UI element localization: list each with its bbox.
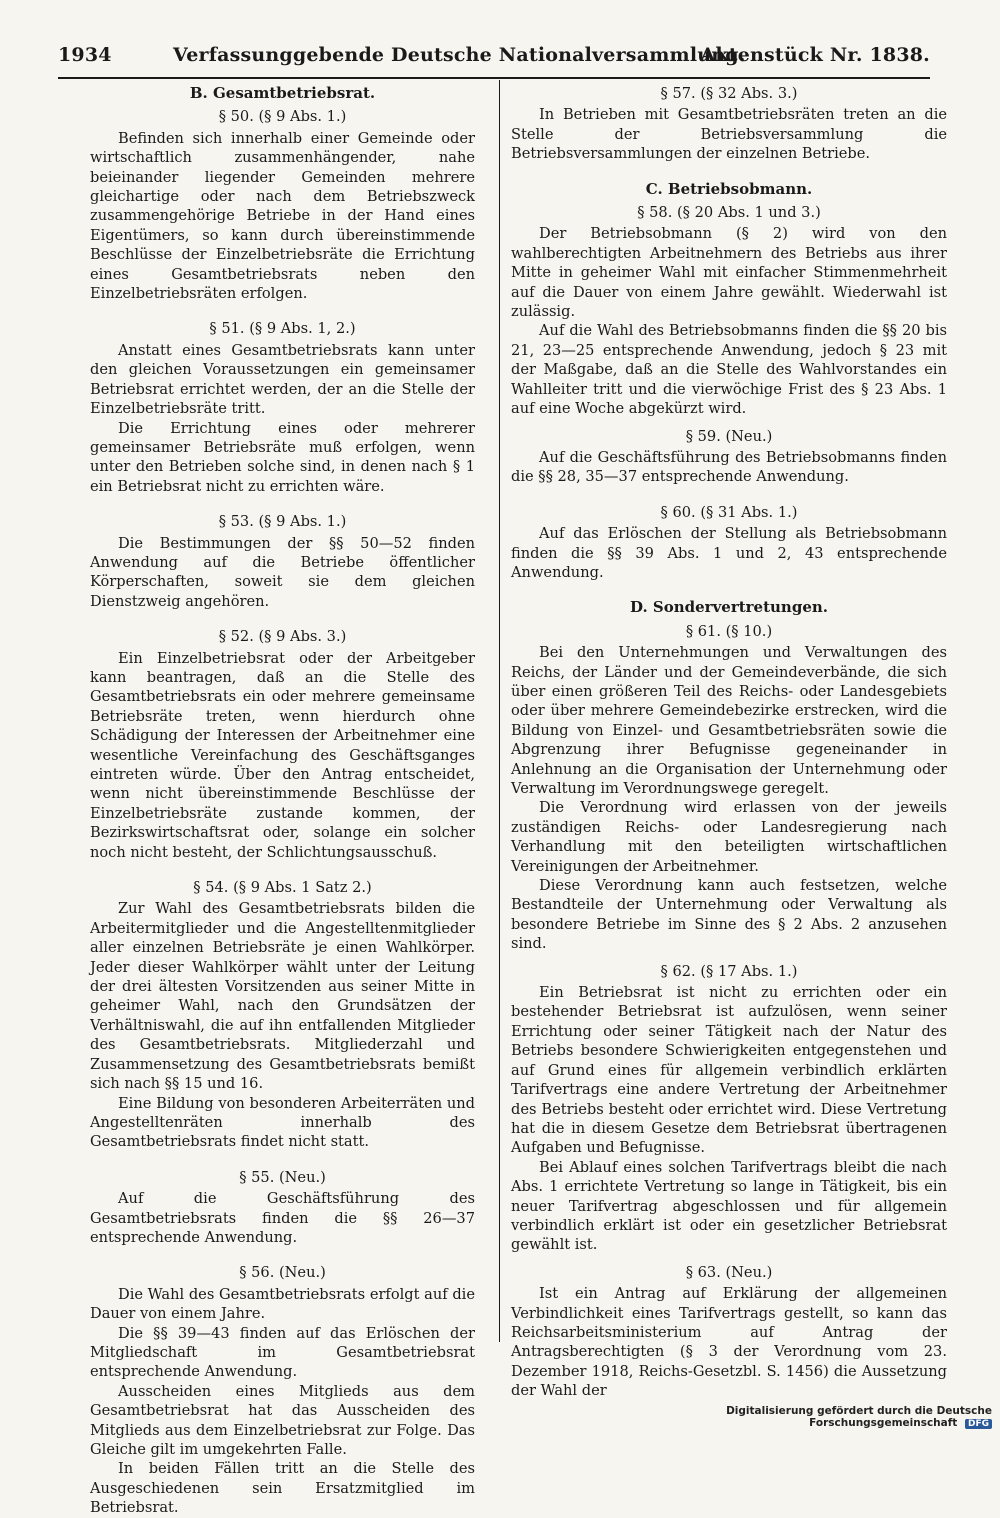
page-number: 1934 (58, 44, 112, 66)
right-section-heading: C. Betriebsobmann. (645, 179, 813, 198)
right-body-text: In Betrieben mit Gesamtbetriebsräten treten an die Stelle der Betriebsversammlung die Betriebsversammlungen der einzelnen Betriebe. (511, 106, 947, 163)
footer-text: Digitalisierung gefördert durch die Deutsche Forschungsgemeinschaft (726, 1405, 992, 1429)
right-body-text: Ist ein Antrag auf Erklärung der allgemeinen Verbindlichkeit eines Tarifvertrags gestellt, so kann das Reichsarbeitsministerium auf Antrag der Antragsberechtigten (§ 3 der Verordnung vom 23. Dezember 1918, Reichs-Gesetzbl. S. 1456) die Aussetzung der Wahl der (511, 1285, 947, 1400)
right-body-text: Die Verordnung wird erlassen von der jeweils zuständigen Reichs- oder Landesregierung nach Verhandlung mit den beteiligten wirtschaftlichen Vereinigungen der Arbeitnehmer. (511, 799, 947, 875)
left-paragraph-heading: § 56. (Neu.) (239, 1264, 326, 1282)
right-paragraph-heading: § 59. (Neu.) (685, 427, 773, 445)
left-paragraph-heading: § 53. (§ 9 Abs. 1.) (218, 513, 347, 531)
right-body-text: Auf das Erlöschen der Stellung als Betriebsobmann finden die §§ 39 Abs. 1 und 2, 43 entsprechende Anwendung. (511, 525, 947, 581)
left-column (90, 84, 475, 1518)
left-body-text: Befinden sich innerhalb einer Gemeinde oder wirtschaftlich zusammenhängender, nahe beieinander liegender Gemeinden mehrere gleichartige oder nach dem Betriebszweck zusammengehörige Betriebe in der Hand eines Eigentümers, so kann durch übereinstimmende Beschlüsse der Einzelbetriebsräte die Errichtung eines Gesamtbetriebsrats neben den Einzelbetriebsräten erfolgen. (90, 129, 475, 303)
header-rule (58, 77, 930, 79)
left-body-text: Anstatt eines Gesamtbetriebsrats kann unter den gleichen Voraussetzungen ein gemeinsamer Betriebsrat errichtet werden, der an die Stelle der Einzelbetriebsräte tritt. (90, 341, 475, 418)
right-paragraph-heading: § 58. (§ 20 Abs. 1 und 3.) (637, 204, 821, 222)
publication-title: Verfassunggebende Deutsche Nationalversammlung. (173, 44, 746, 66)
page-header (58, 44, 930, 74)
left-body-text: Auf die Geschäftsführung des Gesamtbetriebsrats finden die §§ 26—37 entsprechende Anwendung. (90, 1190, 475, 1246)
left-body-text: Die Errichtung eines oder mehrerer gemeinsamer Betriebsräte muß erfolgen, wenn unter den Betrieben solche sind, in denen nach § 1 ein Betriebsrat nicht zu errichten wäre. (90, 419, 475, 495)
spacer (90, 496, 475, 512)
left-paragraph-heading: § 54. (§ 9 Abs. 1 Satz 2.) (193, 879, 372, 897)
left-body-text: In beiden Fällen tritt an die Stelle des Ausgeschiedenen sein Ersatzmitglied im Betriebsrat. (90, 1460, 475, 1517)
left-body-text: Zur Wahl des Gesamtbetriebsrats bilden die Arbeitermitglieder und die Angestelltenmitglieder aller einzelnen Betriebsräte je einen Wahlkörper. Jeder dieser Wahlkörper wählt unter der Leitung der drei ältesten Vorsitzenden aus seiner Mitte in geheimer Wahl, nach den Grundsätzen der Verhältniswahl, die auf ihn entfallenden Mitglieder des Gesamtbetriebsrats. Mitgliederzahl und Zusammensetzung des Gesamtbetriebsrats bemißt sich nach §§ 15 und 16. (90, 900, 475, 1093)
left-body-text: Eine Bildung von besonderen Arbeiterräten und Angestelltenräten innerhalb des Gesamtbetriebsrats findet nicht statt. (90, 1094, 475, 1151)
left-body-text: Die §§ 39—43 finden auf das Erlöschen der Mitgliedschaft im Gesamtbetriebsrat entsprechende Anwendung. (90, 1324, 475, 1381)
spacer (90, 1152, 475, 1168)
left-section-heading: B. Gesamtbetriebsrat. (189, 84, 376, 102)
right-paragraph-heading: § 60. (§ 31 Abs. 1.) (660, 503, 798, 521)
spacer (90, 1247, 475, 1263)
right-paragraph-heading: § 57. (§ 32 Abs. 3.) (660, 85, 798, 102)
spacer (90, 303, 475, 319)
right-paragraph-heading: § 62. (§ 17 Abs. 1.) (660, 962, 798, 980)
left-paragraph-heading: § 50. (§ 9 Abs. 1.) (218, 108, 347, 126)
footer (612, 1405, 992, 1429)
spacer (511, 954, 947, 962)
right-body-text: Bei Ablauf eines solchen Tarifvertrags bleibt die nach Abs. 1 errichtete Vertretung so lange in Tätigkeit, bis ein neuer Tarifvertrag abgeschlossen und für allgemein verbindlich erklärt ist oder ein gesetzlicher Betriebsrat gewählt ist. (511, 1158, 947, 1254)
right-body-text: Bei den Unternehmungen und Verwaltungen des Reichs, der Länder und der Gemeindeverbände, die sich über einen größeren Teil des Reichs- oder Landesgebiets oder über mehrere Gemeindebezirke erstrecken, wird die Bildung von Einzel- und Gesamtbetriebsräten sowie die Abgrenzung ihrer Befugnisse gegeneinander in Anlehnung an die Organisation der Unternehmung oder Verwaltung im Verordnungswege geregelt. (511, 644, 947, 797)
left-body-text: Die Wahl des Gesamtbetriebsrats erfolgt auf die Dauer von einem Jahre. (90, 1285, 475, 1323)
dfg-logo-icon: DFG (965, 1419, 992, 1429)
right-column (511, 84, 947, 1401)
left-body-text: Die Bestimmungen der §§ 50—52 finden Anwendung auf die Betriebe öffentlicher Körperschaften, soweit sie dem gleichen Dienstzweig angehören. (90, 534, 475, 610)
spacer (511, 1255, 947, 1263)
right-body-text: Ein Betriebsrat ist nicht zu errichten oder ein bestehender Betriebsrat ist aufzulösen, wenn seiner Errichtung oder seiner Tätigkeit nach der Natur des Betriebs besondere Schwierigkeiten entgegenstehen und auf Grund eines für allgemein verbindlich erklärten Tarifvertrags eine andere Vertretung der Arbeitnehmer des Betriebs besteht oder errichtet wird. Diese Vertretung hat die in diesem Gesetze dem Betriebsrat übertragenen Aufgaben und Befugnisse. (511, 984, 947, 1157)
left-body-text: Ein Einzelbetriebsrat oder der Arbeitgeber kann beantragen, daß an die Stelle des Gesamtbetriebsrats ein oder mehrere gemeinsame Betriebsräte treten, wenn hierdurch ohne Schädigung der Interessen der Arbeitnehmer eine wesentliche Vereinfachung des Geschäftsganges eintreten würde. Über den Antrag entscheidet, wenn nicht übereinstimmende Beschlüsse der Einzelbetriebsräte zustande kommen, der Bezirkswirtschaftsrat oder, solange ein solcher noch nicht besteht, der Schlichtungsausschuß. (90, 649, 475, 861)
left-body-text: Ausscheiden eines Mitglieds aus dem Gesamtbetriebsrat hat das Ausscheiden des Mitglieds aus dem Einzelbetriebsrat zur Folge. Das Gleiche gilt im umgekehrten Falle. (90, 1382, 475, 1458)
spacer (511, 487, 947, 503)
left-paragraph-heading: § 55. (Neu.) (239, 1168, 326, 1186)
right-body-text: Der Betriebsobmann (§ 2) wird von den wahlberechtigten Arbeitnehmern des Betriebs aus ihrer Mitte in geheimer Wahl mit einfacher Stimmenmehrheit auf die Dauer von einem Jahre gewählt. Wiederwahl ist zulässig. (511, 225, 947, 321)
right-body-text: Auf die Wahl des Betriebsobmanns finden die §§ 20 bis 21, 23—25 entsprechende Anwendung, jedoch § 23 mit der Maßgabe, daß an die Stelle des Wahlvorstandes ein Wahlleiter tritt und die vierwöchige Frist des § 23 Abs. 1 auf eine Woche abgekürzt wird. (511, 322, 947, 418)
right-body-text: Diese Verordnung kann auch festsetzen, welche Bestandteile der Unternehmung oder Verwaltung als besondere Betriebe im Sinne des § 2 Abs. 2 anzusehen sind. (511, 877, 947, 953)
spacer (511, 419, 947, 427)
left-paragraph-heading: § 52. (§ 9 Abs. 3.) (218, 628, 347, 646)
spacer (511, 164, 947, 180)
right-paragraph-heading: § 63. (Neu.) (685, 1263, 773, 1281)
right-body-text: Auf die Geschäftsführung des Betriebsobmanns finden die §§ 28, 35—37 entsprechende Anwendung. (511, 448, 947, 486)
left-paragraph-heading: § 51. (§ 9 Abs. 1, 2.) (209, 320, 356, 338)
spacer (90, 862, 475, 878)
column-divider (499, 80, 500, 1342)
right-paragraph-heading: § 61. (§ 10.) (685, 622, 773, 640)
document-number: Aktenstück Nr. 1838. (700, 44, 930, 66)
spacer (511, 582, 947, 598)
spacer (90, 611, 475, 627)
right-section-heading: D. Sondervertretungen. (629, 598, 829, 617)
